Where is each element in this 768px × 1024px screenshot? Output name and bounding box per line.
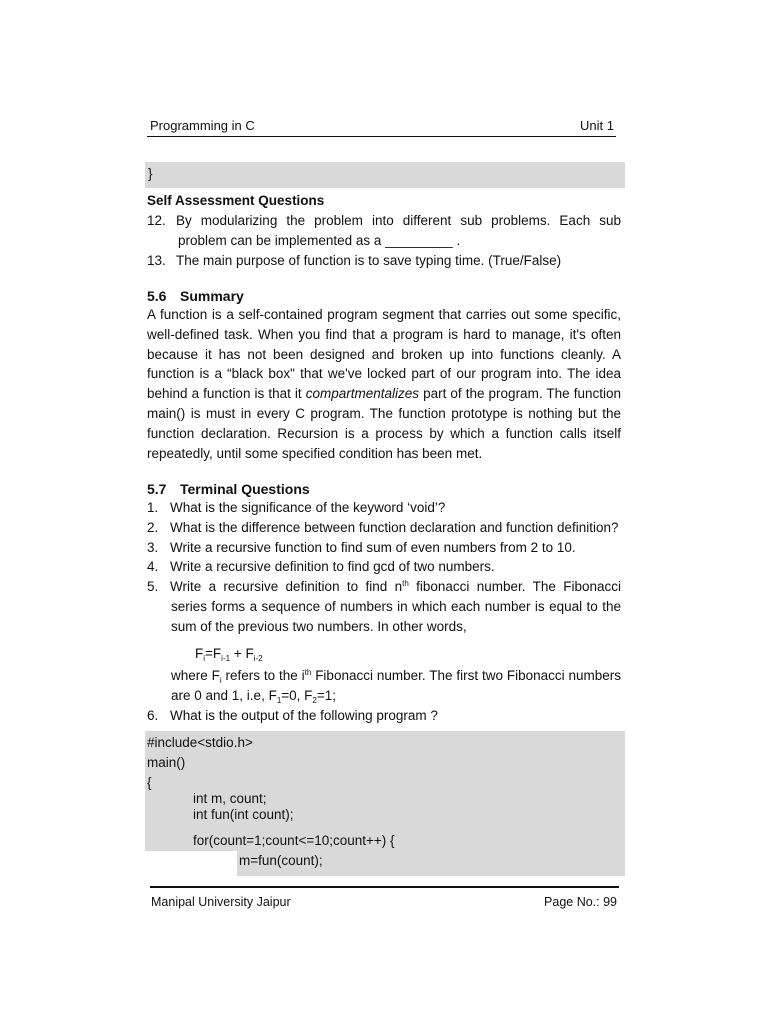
question-text-line: series forms a sequence of numbers in which each number is equal to the — [171, 599, 621, 614]
summary-text: A function is a self-contained program segment that carries out some specific, well-defined task. When you find that a program is hard to manage, it's often because it has not been designed and broken up into functions cleanly. A function is a “black box" that we've locked part of our program into. The idea behind a function is that it — [147, 307, 621, 402]
superscript: th — [304, 668, 312, 677]
question-number: 6. — [147, 708, 159, 723]
code-block-end — [145, 162, 625, 188]
text-run: where F — [171, 668, 220, 683]
text-run: are 0 and 1, i.e, F — [171, 688, 277, 703]
section-title: Terminal Questions — [180, 481, 310, 497]
section-heading-summary — [147, 288, 244, 304]
question-text-line — [171, 688, 336, 703]
summary-paragraph — [147, 305, 621, 463]
formula-symbol: + F — [230, 646, 254, 661]
question-text: The main purpose of function is to save typing time. (True/False) — [176, 253, 562, 268]
question-text: Write a recursive function to find sum of even numbers from 2 to 10. — [170, 540, 576, 555]
question-number: 13. — [147, 253, 166, 268]
text-run: Write a recursive definition to find n — [170, 579, 403, 594]
text-run: =0, F — [281, 688, 313, 703]
question-text-line — [171, 668, 621, 683]
subscript: 2 — [312, 696, 317, 705]
question-text: What is the difference between function declaration and function definition? — [170, 520, 619, 535]
text-run: refers to the i — [221, 668, 305, 683]
question-number: 12. — [147, 213, 166, 228]
question-number: 1. — [147, 500, 159, 515]
superscript: th — [402, 579, 409, 588]
question-text-line — [170, 579, 621, 594]
section-title: Summary — [180, 288, 244, 304]
code-line: m=fun(count); — [239, 853, 323, 868]
section-number: 5.7 — [147, 481, 167, 497]
subscript: i — [219, 676, 222, 685]
fibonacci-formula — [195, 646, 263, 661]
running-header-unit: Unit 1 — [580, 118, 614, 133]
header-rule — [147, 136, 616, 137]
question-text-line: problem can be implemented as a _________ . — [178, 233, 461, 248]
question-text: What is the significance of the keyword ‘void’? — [170, 500, 446, 515]
footer-institution: Manipal University Jaipur — [151, 895, 291, 909]
text-run: Fibonacci number. The first two Fibonacci numbers — [311, 668, 621, 683]
subscript: i-2 — [253, 654, 263, 663]
formula-symbol: F — [195, 646, 204, 661]
code-line: for(count=1;count<=10;count++) { — [193, 833, 395, 848]
subscript: i-1 — [221, 654, 231, 663]
closing-brace: } — [148, 166, 153, 181]
subscript: 1 — [276, 696, 282, 705]
summary-text: part of the program. The function main() is must in every C program. The function prototype is nothing but the function declaration. Recursion is a process by which a function calls itself repeatedly, until some specified condition has been met. — [147, 386, 621, 461]
running-header-title: Programming in C — [150, 118, 255, 133]
subscript: i — [203, 654, 206, 663]
code-line: main() — [147, 755, 186, 770]
question-number: 5. — [147, 579, 159, 594]
text-run: =1; — [316, 688, 337, 703]
formula-symbol: =F — [205, 646, 222, 661]
saq-title: Self Assessment Questions — [147, 193, 325, 208]
question-text: Write a recursive definition to find gcd of two numbers. — [170, 559, 495, 574]
code-line: { — [147, 775, 152, 790]
code-line: int fun(int count); — [193, 807, 294, 822]
question-number: 2. — [147, 520, 159, 535]
text-run: fibonacci number. The Fibonacci — [408, 579, 621, 594]
question-text-line: sum of the previous two numbers. In other words, — [171, 619, 467, 634]
code-line: #include<stdio.h> — [147, 735, 253, 750]
section-number: 5.6 — [147, 288, 167, 304]
question-text-line: By modularizing the problem into different sub problems. Each sub — [176, 213, 621, 228]
footer-rule — [150, 886, 619, 888]
footer-page-number: Page No.: 99 — [544, 895, 617, 909]
section-heading-terminal-questions — [147, 481, 310, 497]
question-number: 3. — [147, 540, 159, 555]
summary-emphasis: compartmentalizes — [305, 386, 420, 402]
question-number: 4. — [147, 559, 159, 574]
question-text: What is the output of the following program ? — [170, 708, 438, 723]
code-line: int m, count; — [193, 791, 267, 806]
